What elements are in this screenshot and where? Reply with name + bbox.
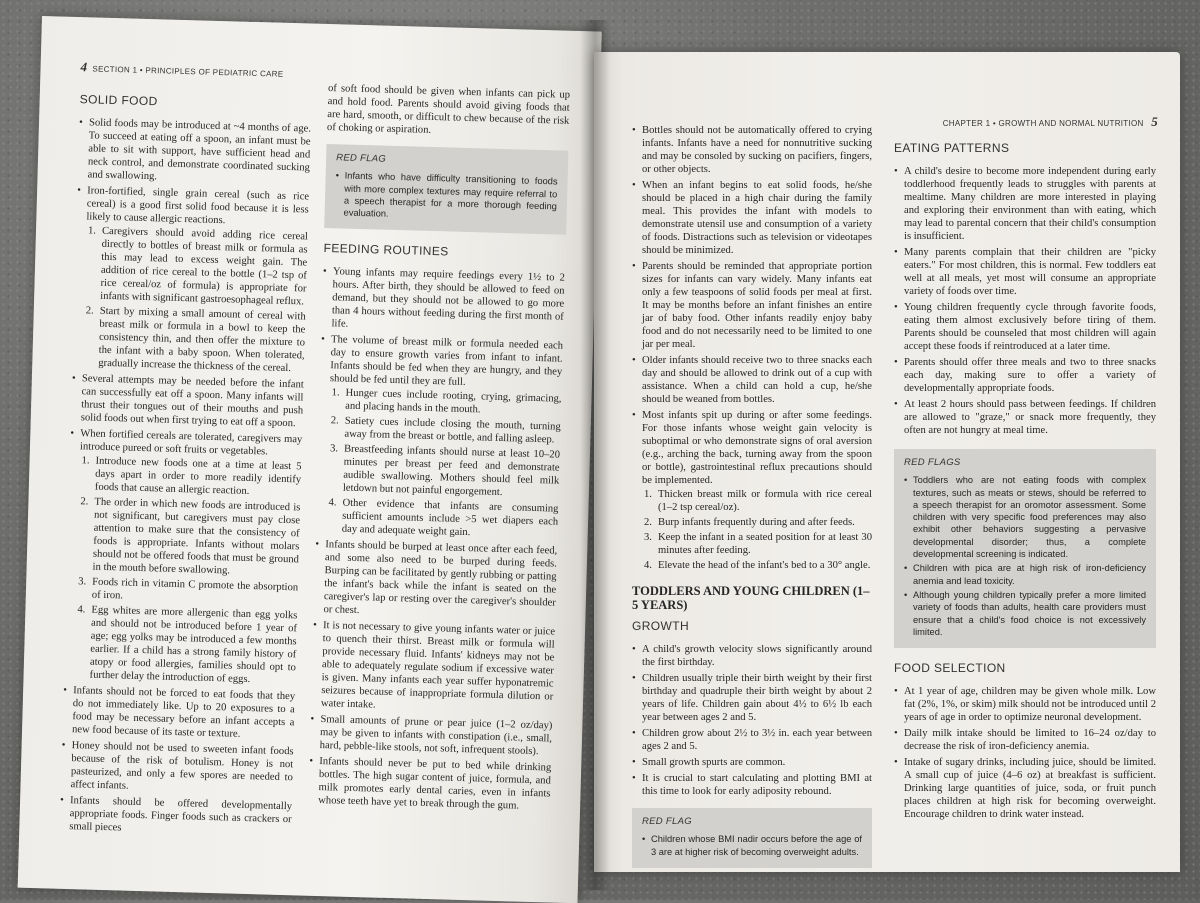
food-selection-bullets [894,685,1156,821]
item-text: The order in which new foods are introduced is not significant, but caregivers must pay close attention to make sure that the consistency of foods is appropriate. Infants without molars should not be offered foods that must be ground in the mouth before swallowing. [92,496,301,577]
left-page [18,16,602,903]
list-item-text: When fortified cereals are tolerated, caregivers may introduce pureed or soft fruits or vegetables. [79,428,303,458]
item-text: Thicken breast milk or formula with rice cereal (1–2 tsp cereal/oz). [658,489,872,513]
item-number: 3. [329,443,339,455]
solid-food-bullets [59,116,311,839]
red-flags-title: RED FLAGS [904,457,961,468]
list-item: • Daily milk intake should be limited to 16–24 oz/day to decrease the risk of iron-deficiency anemia. [894,727,1156,753]
list-item: • Young infants may require feedings every 1½ to 2 hours. After birth, they should be allowed to feed on demand, but they should not be allowed to go more than 4 hours without feeding during the first month of life. [321,265,565,337]
list-item: • Honey should not be used to sweeten infant foods because of the risk of botulism. Honey is not pasteurized, and only a few spores are needed to affect infants. [60,739,293,797]
numbered-item [79,454,302,499]
list-item: • Children with pica are at high risk of iron-deficiency anemia and lead toxicity. [904,562,1146,587]
list-item: • Small amounts of prune or pear juice (1–2 oz/day) may be given to infants with constipation (i.e., small, hard, pebble-like stools, not soft, infrequent stools). [310,713,553,759]
item-text: Start by mixing a small amount of cereal with breast milk or formula in a bowl to keep the consistency thin, and then offer the mixture to the infant with a baby spoon. When tolerated, gradually increase the thickness of the cereal. [98,305,306,375]
list-item: • Infants should be burped at least once after each feed, and some also need to be burped during feeds. Burping can be facilitated by gently rubbing or patting the infant's back while the infant is seated on the caregiver's lap or resting over the caregiver's shoulder or chest. [313,538,557,623]
list-item [72,184,309,375]
item-number: 1. [87,225,97,237]
right-running-head [943,114,1158,130]
item-number: 3. [644,532,652,543]
right-page-number: 5 [1151,114,1158,129]
feeding-bullets-continued [632,124,872,572]
list-item-text: The volume of breast milk or formula needed each day to ensure growth varies from infant to infant. Infants should be fed when they are hungry, and they should be fed until they are full. [329,334,564,389]
growth-bullets [632,643,872,798]
red-flags-eating-box [894,449,1156,648]
item-number: 1. [81,455,90,467]
item-text: Introduce new foods one at a time at least 5 days apart in order to more readily identify foods that cause an allergic reaction. [94,455,302,497]
item-number: 3. [78,576,87,588]
list-item: • It is not necessary to give young infants water or juice to quench their thirst. Breast milk or formula will provide necessary fluid. Infants' kidneys may not be able to adequately regulate sodium if excessive water is given. Many infants each year suffer hyponatremic seizures because of inappropriate formula dilution or water intake. [311,619,555,717]
numbered-item [329,387,562,419]
item-text: Caregivers should avoid adding rice cereal directly to bottles of breast milk or formula as this may lead to excess weight gain. The addition of rice cereal to the bottle (1–2 tsp of rice cereal/oz of formula) is appropriate for infants with significant gastroesophageal reflux. [100,225,309,308]
numbered-item [326,497,559,542]
list-item-text: Most infants spit up during or after some feedings. For those infants whose weight gain velocity is suboptimal or who demonstrate signs of oral aversion (e.g., arching the back, turning away from the spoon or bottle), gastrointestinal reflux precautions should be implemented. [642,410,872,486]
item-text: Egg whites are more allergenic than egg yolks and should not be introduced before 1 year of age; egg yolks may be introduced a few months earlier. If a child has a strong family history of atopy or food allergies, families should opt to further delay the introduction of eggs. [89,604,298,686]
right-page [594,52,1180,872]
food-selection-heading: FOOD SELECTION [894,661,1006,676]
red-flag-title: RED FLAG [642,816,692,827]
list-item: • Children grow about 2½ to 3½ in. each year between ages 2 and 5. [632,727,872,753]
eating-patterns-bullets [894,165,1156,437]
list-item: • Infants should not be forced to eat foods that they do not immediately like. Up to 20 exposures to a food may be necessary before an infant accepts a new food because of its taste or texture. [62,684,295,742]
left-page-column-2 [308,82,570,817]
item-text: Other evidence that infants are consuming sufficient amounts include >5 wet diapers each day and adequate weight gain. [341,498,559,539]
numbered-item [642,531,872,557]
list-item [316,333,564,542]
list-item [632,409,872,572]
red-flag-box [324,144,568,235]
item-number: 2. [80,496,89,508]
item-text: Satiety cues include closing the mouth, turning away from the breast or bottle, and falling asleep. [344,416,561,446]
list-item: • Toddlers who are not eating foods with complex textures, such as meats or stews, should be referred to a speech therapist for an oromotor assessment. Some children with very specific food preferences may also exhibit other behaviors suggesting a pervasive developmental disorder; thus, a complete developmental screening is indicated. [904,474,1146,560]
list-item: • Small growth spurts are common. [632,756,872,769]
introduction-steps [73,454,301,687]
numbered-item [328,415,561,447]
numbered-item [76,575,299,607]
red-flags-list [904,474,1146,638]
list-item [63,427,302,687]
list-item: • Several attempts may be needed before the infant can successfully eat off a spoon. Many infants will thrust their tongues out of their mouths and push solid foods out when first trying to eat off a spoon. [71,372,304,430]
list-item: • At least 2 hours should pass between feedings. If children are allowed to "graze," or snack more frequently, they often are not hungry at meal time. [894,398,1156,437]
item-number: 4. [644,560,652,571]
item-number: 4. [77,604,86,616]
list-item: • Infants who have difficulty transitioning to foods with more complex textures may require referral to a speech therapist for a more thorough feeding evaluation. [334,170,557,225]
list-item: • A child's desire to become more independent during early toddlerhood frequently leads to struggles with parents at mealtime. Many children are more interested in playing and exploring their environment than with eating, which may lead to parental concern that their child's consumption is insufficient. [894,165,1156,243]
left-page-number: 4 [80,59,88,75]
red-flag-list [334,170,557,225]
list-item: • At 1 year of age, children may be given whole milk. Low fat (2%, 1%, or skim) milk should not be introduced until 2 years of age in order to optimize neuronal development. [894,685,1156,724]
list-item: • Older infants should receive two to three snacks each day and should be allowed to drink out of a cup with assistance. When a child can hold a cup, he/she should be weaned from bottles. [632,354,872,406]
list-item: • Many parents complain that their children are "picky eaters." For most children, this is normal. Few toddlers eat well at all meals, yet most will consume an appropriate variety of foods over time. [894,246,1156,298]
list-item-text: Iron-fortified, single grain cereal (such as rice cereal) is a good first solid food because it is less likely to cause allergic reactions. [86,185,310,227]
item-text: Hunger cues include rooting, crying, grimacing, and placing hands in the mouth. [345,388,562,416]
numbered-item [73,603,297,687]
numbered-item [84,224,308,308]
list-item: • Although young children typically prefer a more limited variety of foods than adults, health care providers must ensure that a child's food choice is not excessively limited. [904,589,1146,638]
list-item: • Parents should be reminded that appropriate portion sizes for infants can vary widely. Many infants eat only a few teaspoons of solid foods per meal at first. It may be months before an infant finishes an entire jar of baby food. Other infants readily enjoy baby food and do not necessarily need to be limited to one jar per meal. [632,260,872,351]
cue-steps [326,387,562,542]
list-item: • Children usually triple their birth weight by their first birthday and quadruple their birth weight by about 2 years of life. Children gain about 4½ to 6½ lb each year between ages 2 and 5. [632,672,872,724]
left-running-head [80,59,283,81]
eating-patterns-heading: EATING PATTERNS [894,141,1010,155]
growth-heading: GROWTH [632,619,690,633]
list-item: • Children whose BMI nadir occurs before the age of 3 are at higher risk of becoming overweight adults. [642,833,862,858]
list-item: • Young children frequently cycle through favorite foods, eating them almost exclusively before tiring of them. Parents should be counseled that most children will again accept these foods if reintroduced at a later time. [894,301,1156,353]
item-text: Elevate the head of the infant's bed to a 30° angle. [658,560,871,571]
list-item: • When an infant begins to eat solid foods, he/she should be placed in a high chair during the family meal. This provides the infant with models to demonstrate utensil use and consumption of a variety of foods. Distractions such as television or videotapes should be minimized. [632,179,872,257]
red-flag-title: RED FLAG [336,152,387,165]
item-text: Breastfeeding infants should nurse at least 10–20 minutes per breast per feed and demonstrate audible swallowing. Mothers should feel milk letdown but not painful engorgement. [342,444,561,499]
item-number: 1. [644,489,652,500]
list-item: • It is crucial to start calculating and plotting BMI at this time to look for early adiposity rebound. [632,772,872,798]
list-item: • Solid foods may be introduced at ~4 months of age. To succeed at eating off a spoon, an infant must be able to sit with support, have sufficient head and neck control, and demonstrate coordinated sucking and swallowing. [77,116,311,187]
item-text: Foods rich in vitamin C promote the absorption of iron. [91,576,299,602]
list-item: • Parents should offer three meals and two to three snacks each day, making sure to offer a variety of developmentally appropriate foods. [894,356,1156,395]
right-page-column-1 [632,124,872,872]
toddlers-heading: TODDLERS AND YOUNG CHILDREN (1–5 YEARS) [632,584,870,612]
continued-paragraph: of soft food should be given when infants can pick up and hold food. Parents should avoid giving foods that are hard, smooth, or difficult to chew because of the risk of choking or aspiration. [326,83,571,136]
feeding-routines-bullets [308,265,565,814]
item-text: Keep the infant in a seated position for at least 30 minutes after feeding. [658,532,872,556]
cereal-steps [82,224,308,375]
item-number: 2. [330,415,339,427]
left-page-column-1 [59,89,312,842]
item-number: 1. [331,387,340,399]
feeding-routines-heading: FEEDING ROUTINES [323,241,449,259]
list-item: • Intake of sugary drinks, including juice, should be limited. A small cup of juice (4–6 oz) at breakfast is sufficient. Drinking large quantities of juice, soda, or fruit punch places children at high risk for becoming overweight. Encourage children to drink water instead. [894,756,1156,821]
reflux-steps [642,488,872,572]
list-item: • Infants should be offered developmentally appropriate foods. Finger foods such as crackers or small pieces [59,794,292,839]
item-text: Burp infants frequently during and after feeds. [658,517,855,528]
numbered-item [327,443,560,501]
list-item: • A child's growth velocity slows significantly around the first birthday. [632,643,872,669]
red-flag-growth-box [632,808,872,868]
numbered-item [76,495,300,579]
left-running-head-text: SECTION 1 • PRINCIPLES OF PEDIATRIC CARE [92,64,284,79]
item-number: 2. [644,517,652,528]
red-flag-list [642,833,862,858]
numbered-item [82,304,306,375]
item-number: 4. [328,497,337,509]
numbered-item [642,516,872,529]
item-number: 2. [85,305,94,317]
numbered-item [642,559,872,572]
right-page-column-2 [894,138,1156,824]
numbered-item [642,488,872,514]
solid-food-heading: SOLID FOOD [79,92,158,109]
list-item: • Infants should never be put to bed while drinking bottles. The high sugar content of juice, formula, and milk promotes early dental caries, even in infants whose teeth have yet to break through the gum. [308,755,551,814]
right-running-head-text: CHAPTER 1 • GROWTH AND NORMAL NUTRITION [942,119,1144,128]
list-item: • Bottles should not be automatically offered to crying infants. Infants have a need for nonnutritive sucking and may be consoled by sucking on pacifiers, fingers, or other objects. [632,124,872,176]
